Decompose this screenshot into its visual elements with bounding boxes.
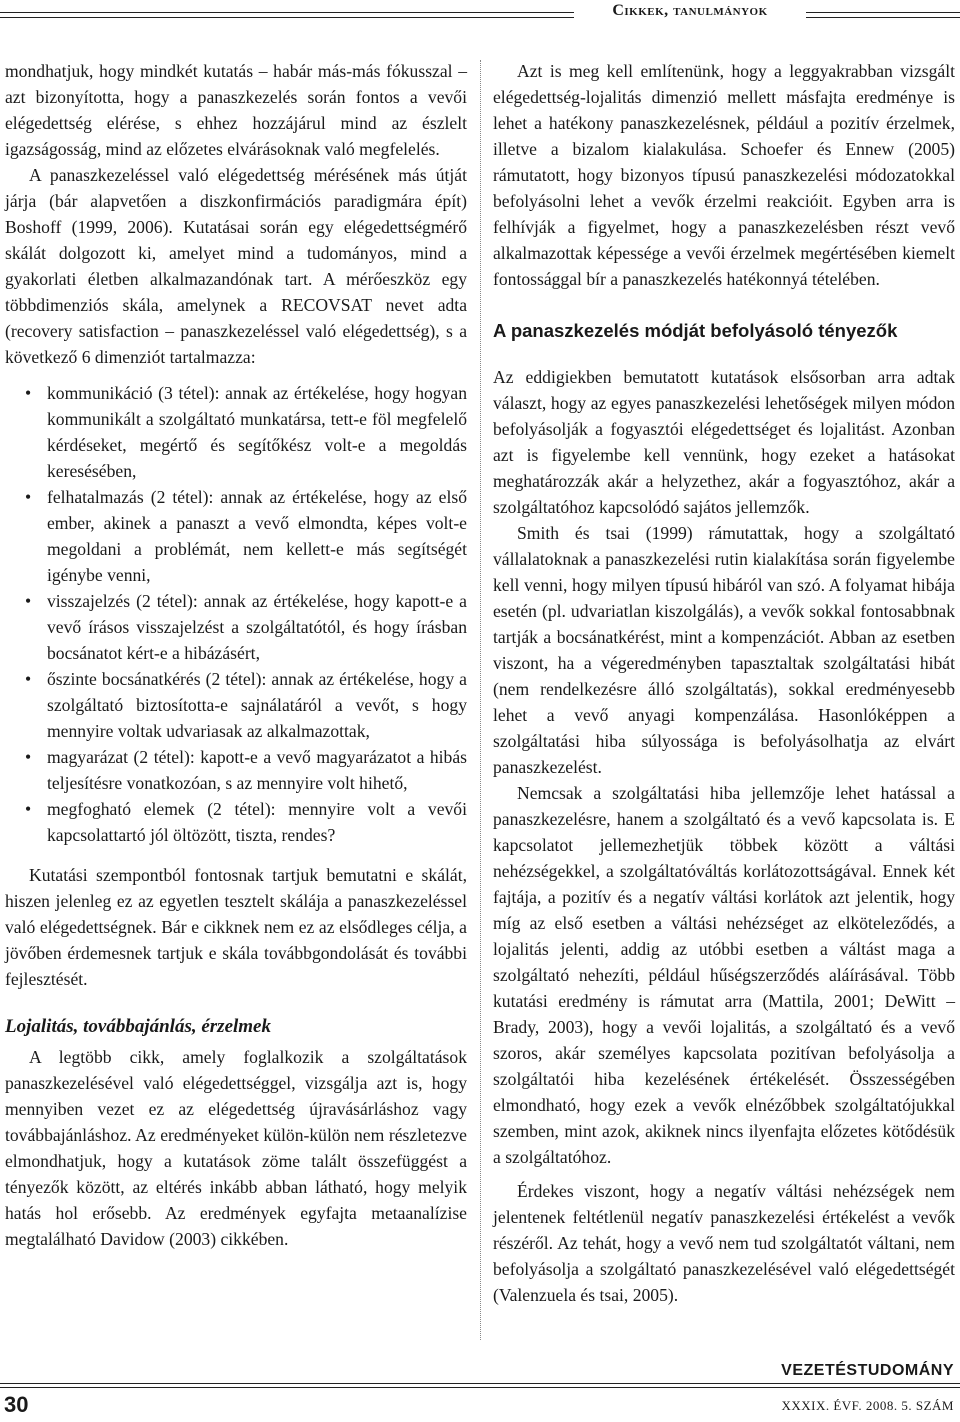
header-rule-left bbox=[0, 12, 574, 18]
list-item: • magyarázat (2 tétel): kapott-e a vevő magyarázatot a hibás teljesítésre vonatkozóan, s az mennyire volt hihető, bbox=[5, 744, 467, 796]
list-item: • kommunikáció (3 tétel): annak az értékelése, hogy hogyan kommunikált a szolgáltató munkatársa, tett-e föl megfelelő kérdéseket, megértő és segítőkész volt-e a megoldás keresésében, bbox=[5, 380, 467, 484]
dimension-list bbox=[5, 380, 467, 848]
column-divider bbox=[480, 60, 481, 1340]
right-paragraph-3: Smith és tsai (1999) rámutattak, hogy a szolgáltató vállalatoknak a panaszkezelési rutin kialakítása során figyelembe kell venni, hogy milyen típusú hibáról van szó. A folyamat hibája esetén (pl. udvariatlan kiszolgálás), a vevők sokkal fontosabbnak tartják a bocsánatkérést, mint a kompenzációt. Abban az esetben viszont, ha a végeredményben tapasztaltak szolgáltatási hibát (nem rendelkezésre álló szolgáltatás), sokkal eredményesebb lehet a vevő anyagi kompenzálása. Hasonlóképpen a szolgáltatási hiba súlyossága is befolyásolhatja az elvárt panaszkezelést. bbox=[493, 523, 955, 777]
list-item: • őszinte bocsánatkérés (2 tétel): annak az értékelése, hogy a szolgáltató biztosította-e sajnálatáról a vevőt, s hogy mennyire voltak udvariasak az alkalmazottak, bbox=[5, 666, 467, 744]
running-header: Cikkek, tanulmányok bbox=[612, 2, 768, 19]
right-paragraph-2: Az eddigiekben bemutatott kutatások elsősorban arra adtak választ, hogy az egyes panaszkezelési lehetőségek milyen módon befolyásolják a fogyasztói elégedettséget és lojalitást. Azonban azt is figyelembe kell vennünk, hogy ezeket a hatásokat meghatározzák akár a helyzethez, akár a fogyasztóhoz, akár a szolgáltatóhoz kapcsolódó sajátos jellemzők. bbox=[493, 367, 955, 517]
left-paragraph-2: A panaszkezeléssel való elégedettség mérésének más útját járja (bár alapvetően a diszkonfirmációs paradigmára épít) Boshoff (1999, 2006). Kutatásai során egy elégedettségmérő skálát dolgozott ki, amelyet mind a tudományos, mind a gyakorlati életben alkalmazandónak tart. A mérőeszköz egy többdimenziós skála, amelynek a RECOVSAT nevet adta (recovery satisfaction – panaszkezeléssel való elégedettség), s a következő 6 dimenziót tartalmazza: bbox=[5, 165, 467, 367]
section-heading-loyalty: Lojalitás, továbbajánlás, érzelmek bbox=[5, 1016, 271, 1037]
page-number: 30 bbox=[4, 1392, 29, 1417]
journal-title: VEZETÉSTUDOMÁNY bbox=[781, 1362, 954, 1379]
left-column bbox=[5, 58, 467, 1252]
left-paragraph-1: mondhatjuk, hogy mindkét kutatás – habár más-más fókusszal – azt bizonyította, hogy a panaszkezelés során fontos a vevői elégedettség elérése, s ehhez hozzájárul mind az észlelt igazságosság, mind az előzetes elvárásoknak való megfelelés. bbox=[5, 61, 467, 159]
footer-rule bbox=[0, 1383, 960, 1388]
left-paragraph-3: Kutatási szempontból fontosnak tartjuk bemutatni e skálát, hiszen jelenleg ez az egyetlen tesztelt skálája a panaszkezeléssel való elégedettségnek. Bár e cikknek nem ez az elsődleges célja, a jövőben érdemesnek tartjuk e skála továbbgondolását és további fejlesztését. bbox=[5, 865, 467, 989]
right-paragraph-4: Nemcsak a szolgáltatási hiba jellemzője lehet hatással a panaszkezelésre, hanem a szolgáltató és a vevő kapcsolata is. E kapcsolatot jellemezhetjük többek között a váltási nehézségekkel, a szolgáltatóváltás korlátozottságával. Ennek két fajtája, a pozitív és a negatív váltási korlátok azt jelentik, hogy míg az első esetben a váltási nehézséget az elköteleződés, a lojalitás jelenti, addig az utóbbi esetben a váltást maga a szolgáltató nehezíti, például hűségszerződés aláírásával. Több kutatási eredmény is rámutat arra (Mattila, 2001; DeWitt – Brady, 2003), hogy a vevői lojalitás, a szolgáltató és a vevő szoros, akár személyes kapcsolata pozitívan befolyásolja a szolgáltatói hiba kezelésének értékelését. Összességében elmondható, hogy ezek a vevők elnézőbbek szolgáltatójukkal szemben, mint azok, akiknek nincs ilyenfajta előzetes kötődésük a szolgáltatóhoz. bbox=[493, 783, 955, 1167]
list-item: • megfogható elemek (2 tétel): mennyire volt a vevői kapcsolattartó jól öltözött, tiszta, rendes? bbox=[5, 796, 467, 848]
right-paragraph-1: Azt is meg kell említenünk, hogy a leggyakrabban vizsgált elégedettség-lojalitás dimenzió mellett másfajta eredménye is lehet a hatékony panaszkezelésnek, például a pozitív érzelmek, illetve a bizalom kialakulása. Schoefer és Ennew (2005) rámutatott, hogy bizonyos típusú panaszkezelési módozatokkal befolyásolni lehet a vevők érzelmi reakcióit. Egyben arra is felhívják a figyelmet, hogy a panaszkezelésben részt vevő alkalmazottak képessége a vevői érzelmek megértésében kiemelt fontossággal bír a panaszkezelés hatékonnyá tételében. bbox=[493, 61, 955, 289]
list-item: • visszajelzés (2 tétel): annak az értékelése, hogy kapott-e a vevő írásos visszajelzést a szolgáltatótól, és hogy írásban bocsánatot kért-e a hibázásért, bbox=[5, 588, 467, 666]
issue-info: XXXIX. ÉVF. 2008. 5. SZÁM bbox=[781, 1398, 954, 1413]
right-column bbox=[493, 58, 955, 1308]
section-heading-factors: A panaszkezelés módját befolyásoló tényezők bbox=[493, 320, 898, 341]
right-paragraph-5: Érdekes viszont, hogy a negatív váltási nehézségek nem jelentenek feltétlenül negatív panaszkezelési értékelést a vevők részéről. Az tehát, hogy a vevő nem tud szolgáltatót váltani, nem befolyásolja a szolgáltató panaszkezelésével való elégedettségét (Valenzuela és tsai, 2005). bbox=[493, 1181, 955, 1305]
header-rule-right bbox=[806, 12, 960, 18]
list-item: • felhatalmazás (2 tétel): annak az értékelése, hogy az első ember, akinek a panaszt a vevő elmondta, képes volt-e megoldani a problémát, nem kellett-e más segítségét igénybe venni, bbox=[5, 484, 467, 588]
left-paragraph-4: A legtöbb cikk, amely foglalkozik a szolgáltatások panaszkezelésével való elégedettséggel, vizsgálja azt is, hogy mennyiben vezet ez az elégedettség újravásárláshoz vagy továbbajánláshoz. Az eredményeket külön-külön nem részletezve elmondhatjuk, hogy a kutatások zöme talált összefüggést a tényezők között, az eltérés inkább abban látható, hogy melyik hatás hol erősebb. Az eredmények egyfajta metaanalízise megtalálható Davidow (2003) cikkében. bbox=[5, 1047, 467, 1249]
